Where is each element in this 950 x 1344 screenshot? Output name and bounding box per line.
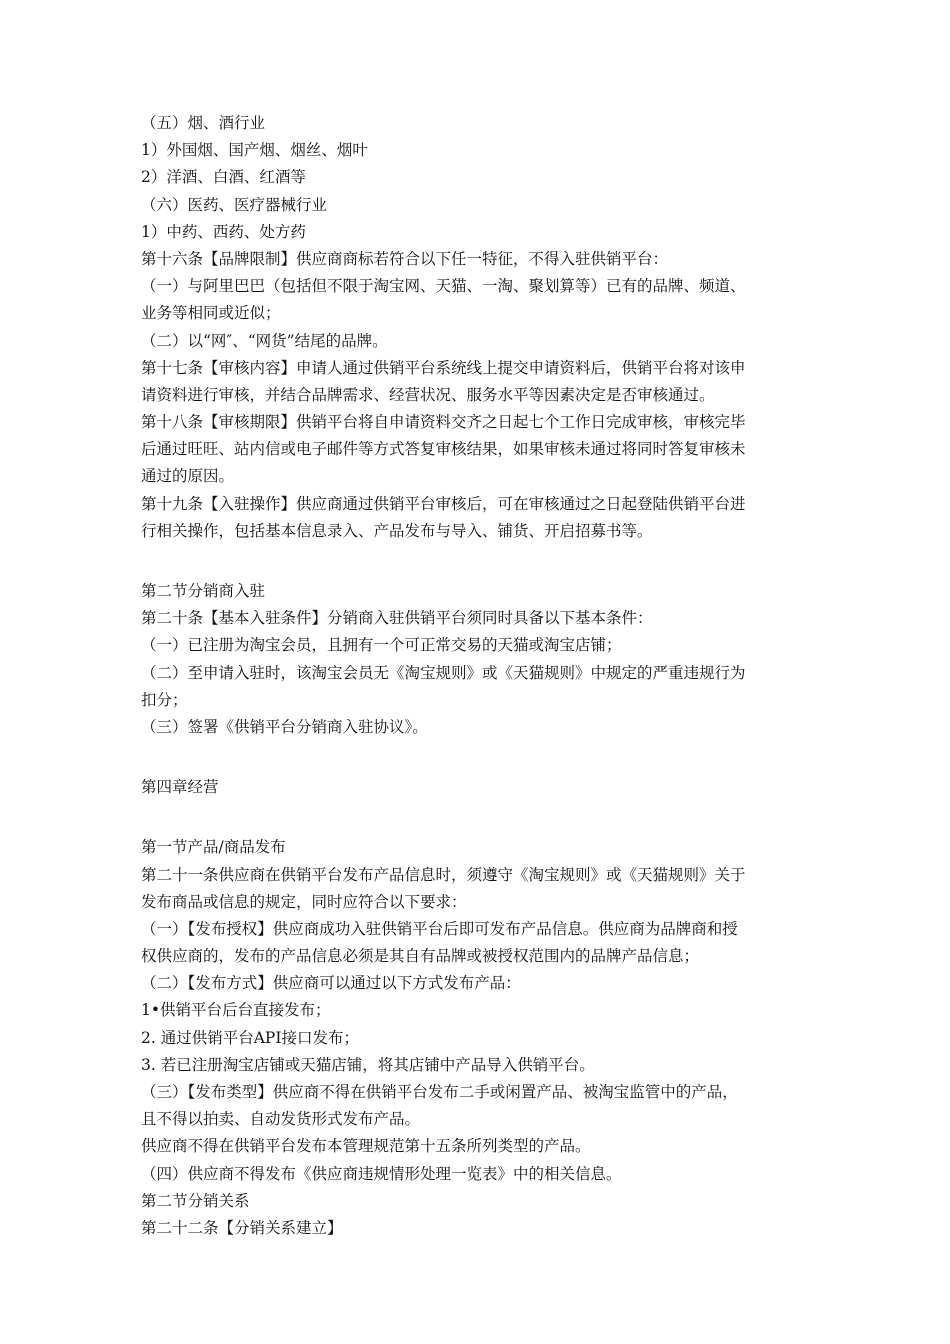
text-line: 业务等相同或近似； (141, 304, 281, 323)
text-line: 且不得以拍卖、自动发货形式发布产品。 (141, 1110, 421, 1129)
text-line: （三）【发布类型】供应商不得在供销平台发布二手或闲置产品、被淘宝监管中的产品， (141, 1083, 738, 1101)
text-line: 1）中药、西药、处方药 (141, 222, 306, 241)
text-line: 供应商不得在供销平台发布本管理规范第十五条所列类型的产品。 (141, 1137, 591, 1156)
blank-line (141, 801, 821, 834)
text-line: 权供应商的，发布的产品信息必须是其自有品牌或被授权范围内的品牌产品信息； (141, 947, 700, 966)
text-line: （一）与阿里巴巴（包括但不限于淘宝网、天猫、一淘、聚划算等）已有的品牌、频道、 (141, 277, 746, 296)
text-line: 1•供销平台后台直接发布； (141, 1001, 331, 1020)
text-line: （一）【发布授权】供应商成功入驻供销平台后即可发布产品信息。供应商为品牌商和授 (141, 919, 738, 938)
text-line: 发布商品或信息的规定，同时应符合以下要求： (141, 892, 467, 911)
text-line: 第四章经营 (141, 778, 219, 797)
text-line: 后通过旺旺、站内信或电子邮件等方式答复审核结果，如果审核未通过将同时答复审核未 (141, 440, 746, 459)
document-body (141, 110, 821, 1242)
text-line: 行相关操作，包括基本信息录入、产品发布与导入、铺货、开启招募书等。 (141, 521, 653, 540)
text-line: 第二十一条供应商在供销平台发布产品信息时，须遵守《淘宝规则》或《天猫规则》关于 (141, 865, 746, 884)
text-line: 第一节产品/商品发布 (141, 838, 286, 857)
blank-line (141, 741, 821, 774)
text-line: 第十六条【品牌限制】供应商商标若符合以下任一特征，不得入驻供销平台： (141, 249, 669, 268)
text-line: 1）外国烟、国产烟、烟丝、烟叶 (141, 141, 368, 160)
text-line: （二）至申请入驻时，该淘宝会员无《淘宝规则》或《天猫规则》中规定的严重违规行为 (141, 663, 746, 682)
text-line: （二）以“网″、“网货”结尾的品牌。 (141, 331, 388, 350)
text-line: 第二节分销关系 (141, 1191, 250, 1210)
text-line: （四）供应商不得发布《供应商违规情形处理一览表》中的相关信息。 (141, 1164, 622, 1183)
text-line: 第十七条【审核内容】申请人通过供销平台系统线上提交申请资料后，供销平台将对该申 (141, 358, 746, 377)
text-line: （一）已注册为淘宝会员，且拥有一个可正常交易的天猫或淘宝店铺； (141, 636, 622, 655)
text-line: （三）签署《供销平台分销商入驻协议》。 (141, 717, 428, 736)
text-line: 2）洋酒、白酒、红酒等 (141, 168, 306, 187)
text-line: 请资料进行审核，并结合品牌需求、经营状况、服务水平等因素决定是否审核通过。 (141, 385, 715, 404)
text-line: （二）【发布方式】供应商可以通过以下方式发布产品： (141, 974, 521, 993)
text-line: 扣分； (141, 690, 188, 709)
text-line: 第二十条【基本入驻条件】分销商入驻供销平台须同时具备以下基本条件： (141, 609, 653, 628)
blank-line (141, 545, 821, 578)
text-line: 通过的原因。 (141, 467, 235, 486)
text-line: 2. 通过供销平台API接口发布； (141, 1028, 359, 1047)
text-line: 第二节分销商入驻 (141, 582, 266, 600)
text-line: 第十九条【入驻操作】供应商通过供销平台审核后，可在审核通过之日起登陆供销平台进 (141, 494, 746, 513)
text-line: 3. 若已注册淘宝店铺或天猫店铺，将其店铺中产品导入供销平台。 (141, 1055, 595, 1074)
text-line: 第十八条【审核期限】供销平台将自申请资料交齐之日起七个工作日完成审核，审核完毕 (141, 413, 746, 432)
text-line: 第二十二条【分销关系建立】 (141, 1218, 343, 1237)
text-line: （六）医药、医疗器械行业 (141, 195, 328, 214)
text-line: （五）烟、酒行业 (141, 114, 266, 132)
